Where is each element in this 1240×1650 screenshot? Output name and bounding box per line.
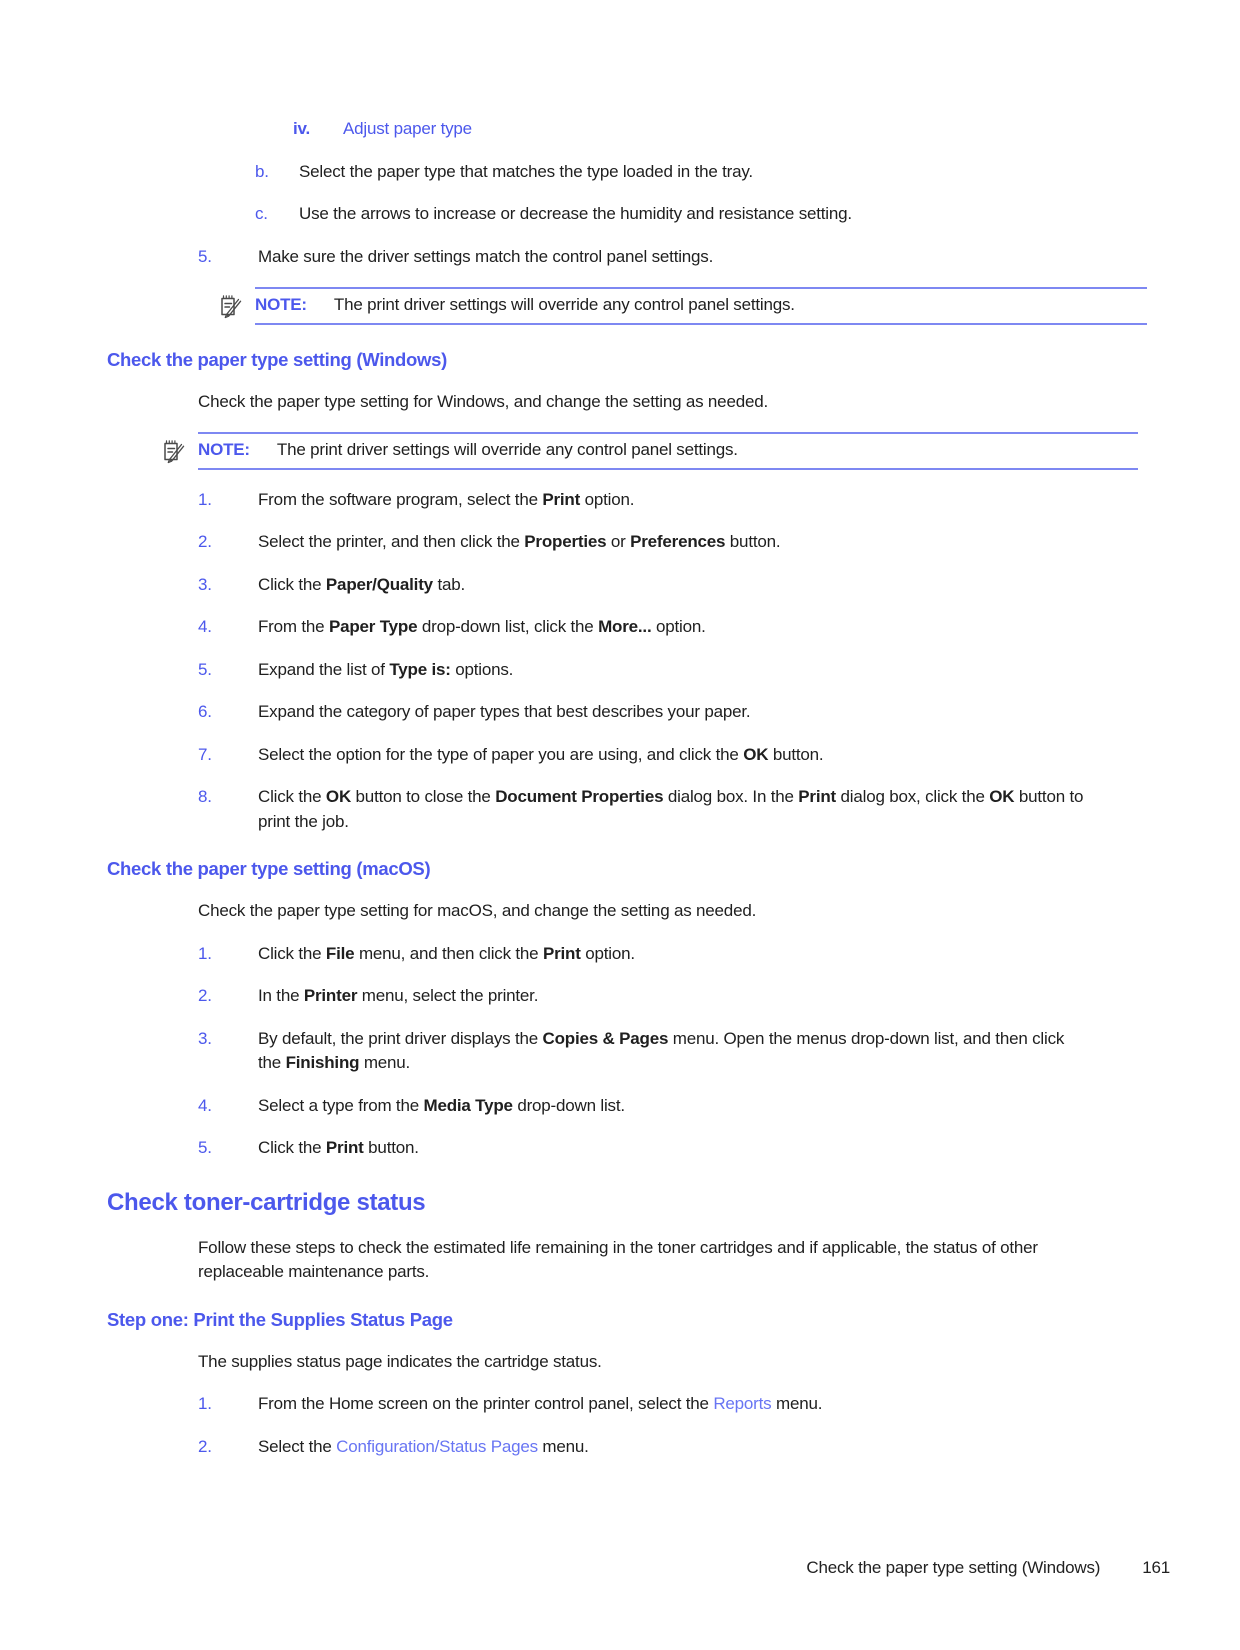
list-item-text — [258, 942, 635, 967]
note-text — [277, 440, 738, 459]
list-item-text — [258, 1094, 625, 1119]
text-segment: Print — [542, 489, 581, 509]
list-marker: 3. — [198, 1028, 212, 1048]
list-item — [198, 245, 1172, 270]
note-callout — [198, 432, 1138, 470]
list-item — [198, 700, 1172, 725]
list-item — [198, 573, 1172, 598]
list-item-text — [343, 117, 472, 142]
list-marker: 2. — [198, 986, 212, 1005]
note-callout — [255, 287, 1147, 325]
list-item-text — [258, 488, 634, 513]
text-segment: menu. — [771, 1394, 823, 1413]
section-heading — [107, 1307, 1172, 1332]
text-segment: Click the — [258, 943, 326, 963]
paragraph — [198, 1236, 1090, 1285]
text-segment: Check the paper type setting (macOS) — [107, 858, 431, 879]
text-segment: Properties — [524, 532, 607, 551]
text-segment: Select a type from the — [258, 1095, 424, 1115]
list-item — [198, 1136, 1172, 1161]
text-segment: From the software program, select the — [258, 489, 543, 509]
footer-page-number: 161 — [1142, 1558, 1170, 1577]
list-item — [198, 658, 1172, 683]
text-segment: Use the arrows to increase or decrease the humidity and resistance setting. — [299, 204, 852, 223]
list-item-text — [258, 245, 713, 270]
text-segment: In the — [258, 986, 304, 1005]
text-segment: menu. Open the menus drop-down list, and then click the — [258, 1028, 1065, 1072]
list-marker: 5. — [198, 659, 212, 679]
text-segment: Type is: — [389, 659, 451, 679]
text-segment: OK — [325, 787, 352, 806]
text-segment: Select the — [258, 1436, 337, 1456]
text-segment: Printer — [303, 986, 358, 1005]
text-segment: Click the — [258, 574, 326, 594]
text-segment: tab. — [432, 574, 466, 594]
list-marker: 2. — [198, 1436, 212, 1456]
text-segment: Select the printer, and then click the — [258, 532, 525, 551]
text-segment: button. — [363, 1138, 419, 1157]
list-marker: 7. — [198, 744, 212, 764]
text-segment: menu. — [537, 1436, 589, 1456]
text-segment: option. — [580, 943, 635, 963]
list-item — [198, 1094, 1172, 1119]
text-segment: Check the paper type setting for Windows, and change the setting as needed. — [198, 391, 768, 411]
text-segment: menu, select the printer. — [357, 986, 539, 1005]
list-item — [198, 1027, 1172, 1076]
list-item-text — [258, 743, 823, 768]
list-marker: 1. — [198, 489, 212, 509]
note-text — [334, 295, 795, 314]
list-marker: 3. — [198, 574, 212, 594]
text-segment: Make sure the driver settings match the control panel settings. — [258, 246, 714, 266]
sub-list-item — [255, 160, 1172, 185]
list-item — [198, 984, 1172, 1009]
text-segment: button to print the job. — [258, 787, 1084, 831]
list-marker: 6. — [198, 702, 212, 721]
text-segment: Click the — [258, 787, 326, 806]
list-item — [198, 942, 1172, 967]
text-segment: options. — [450, 659, 514, 679]
note-label: NOTE: — [198, 440, 250, 459]
sub-list-item — [255, 202, 1172, 227]
text-segment: OK — [989, 787, 1015, 806]
list-marker: 5. — [198, 1138, 212, 1157]
text-segment: Print — [542, 943, 581, 963]
list-item — [198, 488, 1172, 513]
list-item — [198, 530, 1172, 555]
list-item-text — [258, 658, 513, 683]
text-segment: Media Type — [423, 1095, 513, 1115]
text-segment: From the Home screen on the printer control panel, select the — [258, 1394, 714, 1413]
list-marker: iv. — [293, 119, 311, 138]
text-segment: button. — [768, 744, 824, 764]
paragraph — [198, 899, 1090, 924]
text-segment: Check the paper type setting (Windows) — [107, 348, 447, 370]
list-item-text — [258, 984, 538, 1009]
list-item-text — [299, 160, 753, 185]
text-segment: button to close the — [351, 787, 496, 806]
footer-section-title: Check the paper type setting (Windows) — [806, 1558, 1101, 1577]
substep-item — [293, 117, 1172, 142]
list-item-text — [258, 1392, 822, 1417]
cross-reference-link[interactable]: Reports — [713, 1394, 772, 1413]
notepad-pencil-icon — [159, 437, 186, 464]
text-segment: Follow these steps to check the estimated life remaining in the toner cartridges and if applicable, the status of other replaceable maintenance parts. — [198, 1237, 1038, 1281]
text-segment: Expand the category of paper types that best describes your paper. — [258, 702, 751, 721]
list-item — [198, 1435, 1172, 1460]
list-marker: 1. — [198, 1394, 212, 1413]
text-segment: Paper Type — [328, 617, 418, 636]
text-segment: The supplies status page indicates the cartridge status. — [198, 1351, 602, 1371]
cross-reference-link[interactable]: Configuration/Status Pages — [336, 1436, 538, 1456]
text-segment: Select the option for the type of paper you are using, and click the — [258, 744, 744, 764]
list-marker: 4. — [198, 617, 212, 636]
text-segment: Click the — [258, 1138, 326, 1157]
text-segment: Paper/Quality — [325, 574, 433, 594]
text-segment: Print — [325, 1138, 364, 1157]
text-segment: Select the paper type that matches the type loaded in the tray. — [299, 161, 753, 181]
note-label: NOTE: — [255, 295, 307, 314]
text-segment: drop-down list, click the — [417, 617, 599, 636]
text-segment: dialog box, click the — [836, 787, 990, 806]
text-segment: Check the paper type setting for macOS, and change the setting as needed. — [198, 901, 757, 920]
text-segment: By default, the print driver displays the — [258, 1028, 543, 1048]
text-segment: Check toner-cartridge status — [107, 1188, 426, 1216]
text-segment: menu. — [359, 1053, 411, 1072]
text-segment: Expand the list of — [258, 659, 390, 679]
chapter-heading — [107, 1188, 1172, 1218]
list-item-text — [258, 785, 1090, 834]
list-marker: c. — [255, 204, 268, 223]
paragraph — [198, 390, 1090, 415]
list-marker: 2. — [198, 532, 212, 551]
text-segment: The print driver settings will override any control panel settings. — [333, 295, 795, 314]
text-segment: dialog box. In the — [663, 787, 799, 806]
text-segment: drop-down list. — [512, 1095, 625, 1115]
list-marker: 5. — [198, 246, 212, 266]
text-segment: OK — [743, 744, 769, 764]
text-segment: option. — [580, 489, 635, 509]
list-marker: 4. — [198, 1095, 212, 1115]
text-segment: Adjust paper type — [343, 119, 472, 138]
list-item-text — [258, 530, 780, 555]
text-segment: Print — [798, 787, 837, 806]
document-content — [107, 117, 1172, 1459]
list-item-text — [258, 573, 465, 598]
list-marker: b. — [255, 161, 269, 181]
section-heading — [107, 856, 1172, 881]
list-marker: 8. — [198, 787, 212, 806]
section-heading — [107, 347, 1172, 372]
text-segment: The print driver settings will override any control panel settings. — [276, 440, 738, 459]
text-segment: Document Properties — [495, 787, 664, 806]
list-item-text — [258, 615, 706, 640]
list-item-text — [299, 202, 852, 227]
text-segment: From the — [258, 617, 329, 636]
text-segment: Preferences — [630, 532, 726, 551]
list-marker: 1. — [198, 943, 212, 963]
text-segment: Finishing — [285, 1053, 360, 1072]
text-segment: button. — [725, 532, 781, 551]
text-segment: Step one: Print the Supplies Status Page — [107, 1308, 453, 1330]
list-item-text — [258, 1435, 589, 1460]
list-item — [198, 615, 1172, 640]
list-item-text — [258, 1136, 419, 1161]
text-segment: option. — [651, 617, 706, 636]
text-segment: or — [606, 532, 631, 551]
text-segment: File — [325, 943, 355, 963]
list-item — [198, 785, 1172, 834]
text-segment: More... — [598, 617, 652, 636]
text-segment: Copies & Pages — [542, 1028, 669, 1048]
page-footer — [806, 1556, 1170, 1580]
notepad-pencil-icon — [216, 292, 243, 319]
list-item-text — [258, 1027, 1090, 1076]
list-item — [198, 743, 1172, 768]
paragraph — [198, 1350, 1090, 1375]
list-item — [198, 1392, 1172, 1417]
text-segment: menu, and then click the — [354, 943, 543, 963]
list-item-text — [258, 700, 750, 725]
